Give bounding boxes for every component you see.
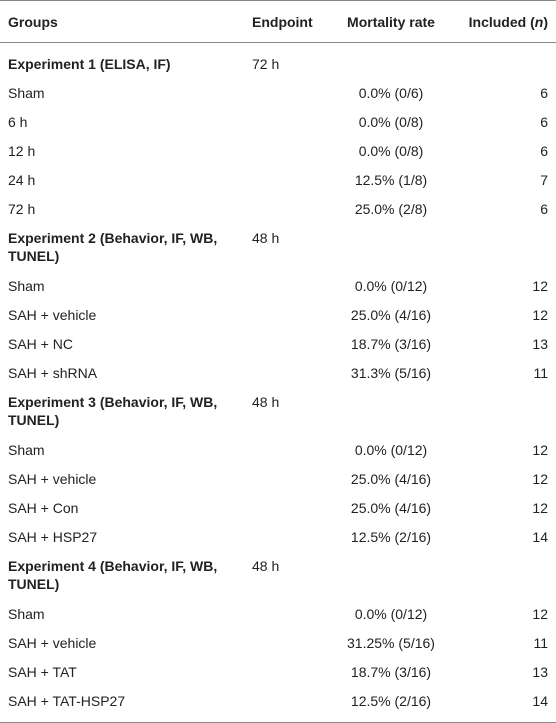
table-row — [0, 524, 556, 553]
table-row — [0, 80, 556, 109]
endpoint-cell — [248, 601, 330, 630]
experiment-row — [0, 553, 556, 601]
mortality-rate-cell: 25.0% (4/16) — [350, 500, 432, 516]
table-row — [0, 196, 556, 225]
header-endpoint: Endpoint — [248, 1, 330, 43]
included-count-cell: 12 — [532, 278, 548, 294]
endpoint-cell — [248, 109, 330, 138]
mortality-rate-cell: 25.0% (4/16) — [350, 471, 432, 487]
endpoint-cell — [248, 630, 330, 659]
table-body — [0, 43, 556, 723]
endpoint-cell: 48 h — [252, 558, 280, 574]
table-row — [0, 688, 556, 723]
included-count-cell: 6 — [540, 201, 548, 217]
mortality-rate-cell: 0.0% (0/8) — [358, 114, 424, 130]
table-row — [0, 601, 556, 630]
included-count-cell: 7 — [540, 172, 548, 188]
included-count-cell: 12 — [532, 500, 548, 516]
endpoint-cell — [248, 331, 330, 360]
table-row — [0, 495, 556, 524]
endpoint-cell — [248, 196, 330, 225]
table-row — [0, 466, 556, 495]
group-name: SAH + NC — [8, 336, 73, 352]
mortality-rate-cell: 18.7% (3/16) — [350, 664, 432, 680]
experiment-title: Experiment 2 (Behavior, IF, WB, TUNEL) — [8, 230, 218, 264]
included-count-cell — [450, 225, 556, 273]
experiment-row — [0, 43, 556, 81]
group-name: SAH + vehicle — [8, 635, 97, 651]
table-header — [0, 1, 556, 43]
endpoint-cell — [248, 80, 330, 109]
table-row — [0, 630, 556, 659]
experiment-row — [0, 389, 556, 437]
mortality-rate-cell: 31.25% (5/16) — [347, 635, 435, 651]
included-count-cell: 14 — [532, 529, 548, 545]
group-name: SAH + Con — [8, 500, 79, 516]
included-count-cell: 6 — [540, 85, 548, 101]
included-count-cell — [450, 43, 556, 81]
mortality-rate-cell — [330, 553, 450, 601]
table-row — [0, 138, 556, 167]
group-name: Sham — [8, 278, 45, 294]
included-count-cell: 12 — [532, 442, 548, 458]
endpoint-cell — [248, 495, 330, 524]
table-row — [0, 659, 556, 688]
group-name: Sham — [8, 606, 45, 622]
included-count-cell: 12 — [532, 471, 548, 487]
mortality-rate-cell: 0.0% (0/8) — [358, 143, 424, 159]
included-count-cell: 6 — [540, 114, 548, 130]
table-row — [0, 273, 556, 302]
experiment-title: Experiment 3 (Behavior, IF, WB, TUNEL) — [8, 394, 218, 428]
endpoint-cell — [248, 688, 330, 723]
group-name: SAH + vehicle — [8, 307, 97, 323]
endpoint-cell — [248, 360, 330, 389]
mortality-rate-cell — [330, 43, 450, 81]
mortality-rate-cell: 12.5% (1/8) — [354, 172, 428, 188]
group-name: Sham — [8, 85, 45, 101]
mortality-rate-cell: 25.0% (2/8) — [354, 201, 428, 217]
mortality-rate-cell: 0.0% (0/12) — [354, 278, 428, 294]
header-row — [0, 1, 556, 43]
endpoint-cell: 48 h — [252, 394, 280, 410]
endpoint-cell — [248, 466, 330, 495]
included-count-cell — [450, 389, 556, 437]
table-row — [0, 167, 556, 196]
endpoint-cell — [248, 138, 330, 167]
included-count-cell: 11 — [533, 635, 548, 651]
group-name: SAH + shRNA — [8, 365, 98, 381]
group-name: SAH + HSP27 — [8, 529, 98, 545]
mortality-rate-cell — [330, 389, 450, 437]
mortality-rate-cell: 0.0% (0/12) — [354, 442, 428, 458]
included-count-cell: 6 — [540, 143, 548, 159]
header-included — [450, 1, 556, 43]
table-row — [0, 109, 556, 138]
endpoint-cell — [248, 273, 330, 302]
group-name: SAH + vehicle — [8, 471, 97, 487]
included-count-cell: 13 — [532, 336, 548, 352]
mortality-rate-cell: 25.0% (4/16) — [350, 307, 432, 323]
table-row — [0, 360, 556, 389]
experiment-row — [0, 225, 556, 273]
experiment-title: Experiment 4 (Behavior, IF, WB, TUNEL) — [8, 558, 218, 592]
mortality-rate-cell: 12.5% (2/16) — [350, 529, 432, 545]
endpoint-cell — [248, 524, 330, 553]
group-name: SAH + TAT-HSP27 — [0, 688, 248, 723]
included-count-cell: 11 — [533, 365, 548, 381]
included-count-cell: 12 — [532, 606, 548, 622]
table-row — [0, 331, 556, 360]
mortality-rate-cell: 0.0% (0/12) — [354, 606, 428, 622]
endpoint-cell — [248, 167, 330, 196]
group-name: Sham — [8, 442, 45, 458]
mortality-rate-cell: 31.3% (5/16) — [350, 365, 432, 381]
endpoint-cell: 48 h — [252, 230, 280, 246]
header-included-label: Included (n) — [468, 13, 548, 30]
table-row — [0, 302, 556, 331]
included-count-cell: 14 — [450, 688, 556, 723]
experiment-title: Experiment 1 (ELISA, IF) — [8, 56, 171, 72]
included-count-cell: 12 — [532, 307, 548, 323]
mortality-rate-cell: 18.7% (3/16) — [350, 336, 432, 352]
endpoint-cell — [248, 659, 330, 688]
endpoint-cell — [248, 302, 330, 331]
header-mortality-rate: Mortality rate — [330, 1, 450, 43]
group-name: 24 h — [8, 172, 36, 188]
endpoint-cell: 72 h — [252, 56, 280, 72]
mortality-rate-cell: 12.5% (2/16) — [330, 688, 450, 723]
mortality-rate-cell: 0.0% (0/6) — [358, 85, 424, 101]
header-groups: Groups — [0, 1, 248, 43]
included-count-cell: 13 — [532, 664, 548, 680]
group-name: 72 h — [8, 201, 36, 217]
group-name: 12 h — [8, 143, 36, 159]
group-name: 6 h — [8, 114, 28, 130]
included-count-cell — [450, 553, 556, 601]
mortality-rate-cell — [330, 225, 450, 273]
group-name: SAH + TAT — [8, 664, 77, 680]
table-row — [0, 437, 556, 466]
endpoint-cell — [248, 437, 330, 466]
